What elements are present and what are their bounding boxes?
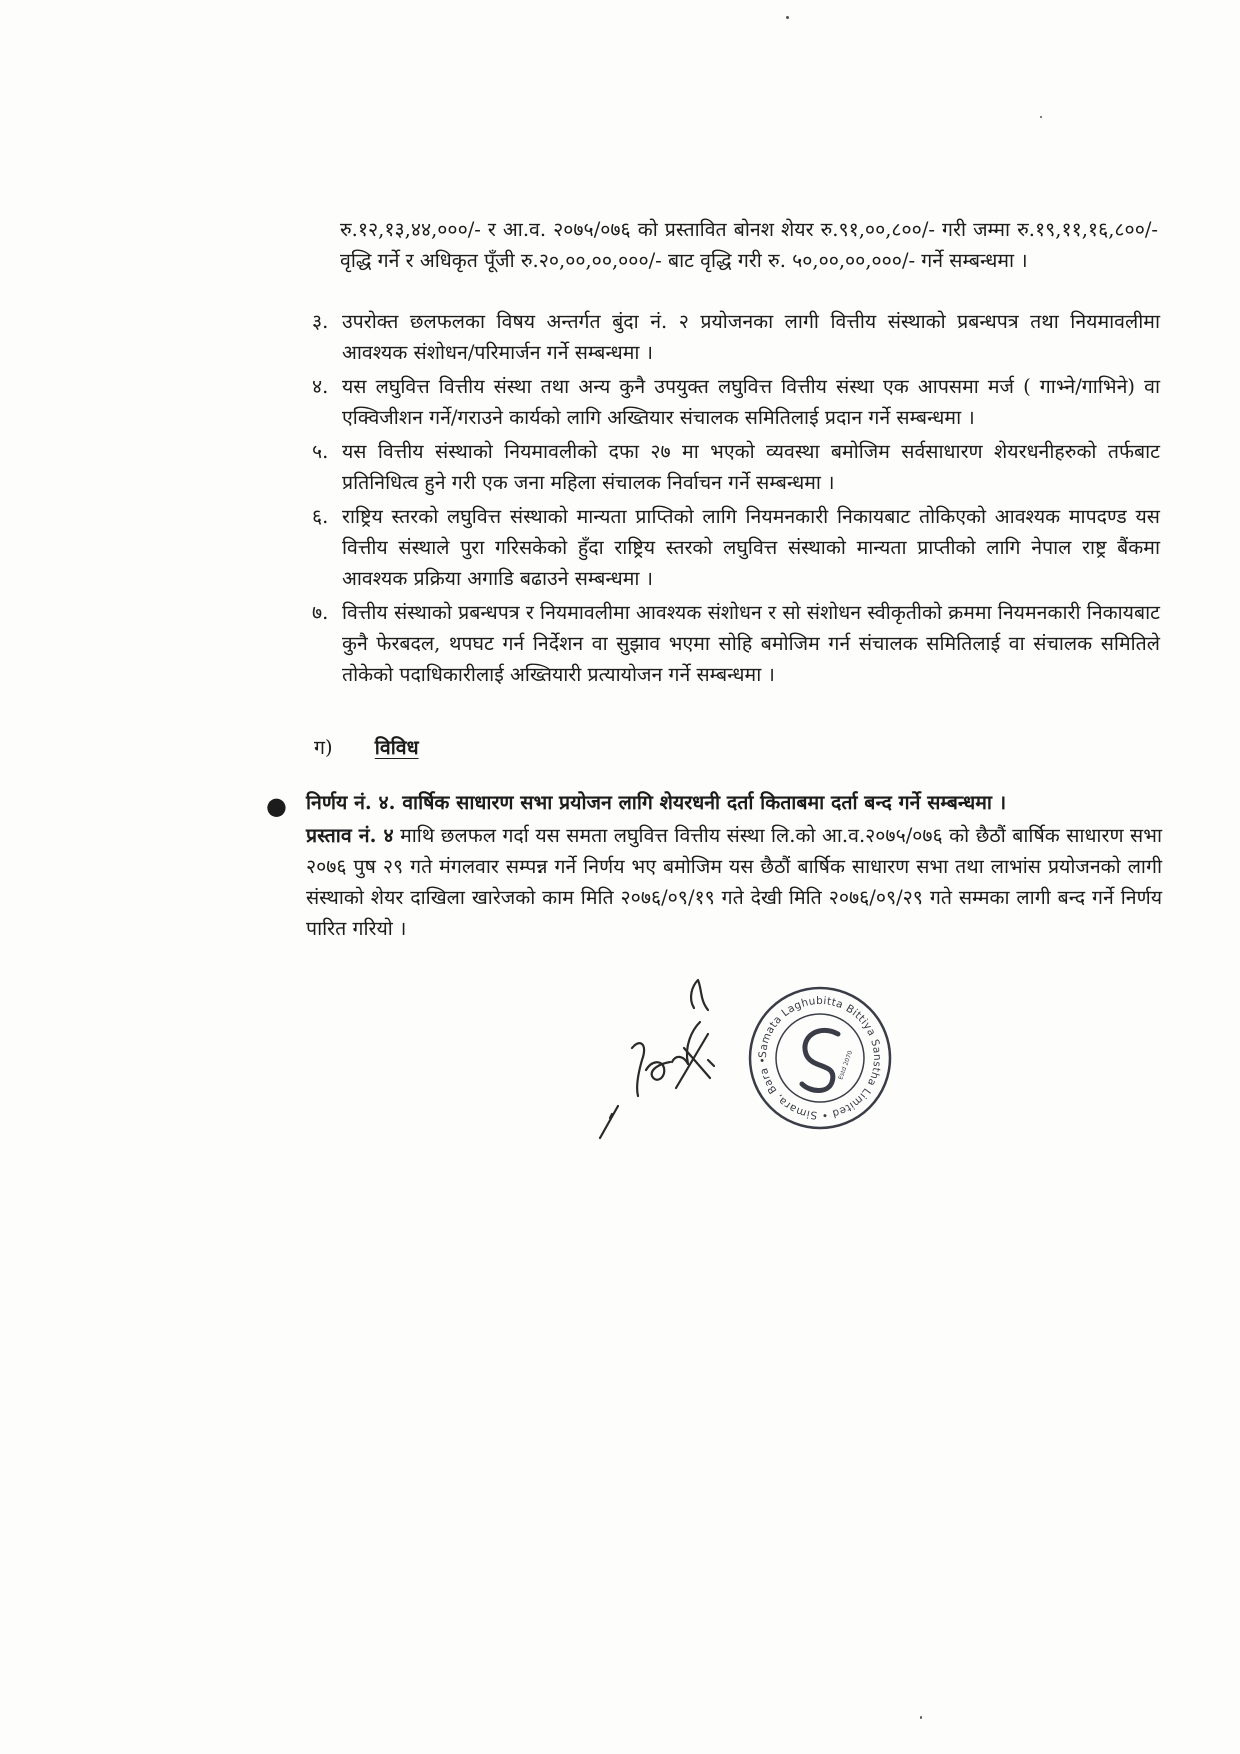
decision-paragraph xyxy=(306,820,1162,944)
bullet-icon: ● xyxy=(266,792,287,820)
scan-speck xyxy=(786,16,789,19)
intro-paragraph: रु.१२,१३,४४,०००/- र आ.व. २०७५/०७६ को प्रस्तावित बोनश शेयर रु.९१,००,८००/- गरी जम्मा रु.१९,११,१६,८००/- वृद्धि गर्ने र अधिकृत पूँजी रु.२०,००,००,०००/- बाट वृद्धि गरी रु. ५०,००,००,०००/- गर्ने सम्बन्धमा । xyxy=(340,218,1158,272)
scan-speck xyxy=(1040,116,1042,118)
item-text: वित्तीय संस्थाको प्रबन्धपत्र र नियमावलीमा आवश्यक संशोधन र सो संशोधन स्वीकृतीको क्रममा नियमनकारी निकायबाट कुनै फेरबदल, थपघट गर्न निर्देशन वा सुझाव भएमा सोहि बमोजिम गर्न संचालक समितिलाई वा संचालक समितिले तोकेको पदाधिकारीलाई अख्तियारी प्रत्यायोजन गर्ने सम्बन्धमा । xyxy=(342,601,1160,686)
list-item xyxy=(300,501,1160,594)
item-number: ४. xyxy=(312,375,329,398)
item-number: ७. xyxy=(312,601,329,624)
seal-center-text: Estd 2070 xyxy=(837,1049,855,1081)
item-text: यस वित्तीय संस्थाको नियमावलीको दफा २७ मा भएको व्यवस्था बमोजिम सर्वसाधारण शेयरधनीहरुको तर्फबाट प्रतिनिधित्व हुने गरी एक जना महिला संचालक निर्वाचन गर्ने सम्बन्धमा । xyxy=(342,440,1160,494)
list-item xyxy=(300,306,1160,368)
item-text: यस लघुवित्त वित्तीय संस्था तथा अन्य कुनै उपयुक्त लघुवित्त वित्तीय संस्था एक आपसमा मर्ज ( गाभ्ने/गाभिने) वा एक्विजीशन गर्ने/गराउने कार्यको लागि अख्तियार संचालक समितिलाई प्रदान गर्ने सम्बन्धमा । xyxy=(342,375,1160,429)
company-seal-icon xyxy=(746,984,894,1132)
scan-speck xyxy=(920,1716,922,1719)
decision-heading: निर्णय नं. ४. वार्षिक साधारण सभा प्रयोजन लागि शेयरधनी दर्ता किताबमा दर्ता बन्द गर्ने सम्बन्धमा । xyxy=(306,791,1007,814)
list-item xyxy=(300,436,1160,498)
misc-label: विविध xyxy=(374,736,419,759)
item-text: उपरोक्त छलफलका विषय अन्तर्गत बुंदा नं. २ प्रयोजनका लागी वित्तीय संस्थाको प्रबन्धपत्र तथा नियमावलीमा आवश्यक संशोधन/परिमार्जन गर्ने सम्बन्धमा । xyxy=(342,310,1160,364)
item-text: राष्ट्रिय स्तरको लघुवित्त संस्थाको मान्यता प्राप्तिको लागि नियमनकारी निकायबाट तोकिएको आवश्यक मापदण्ड यस वित्तीय संस्थाले पुरा गरिसकेको हुँदा राष्ट्रिय स्तरको लघुवित्त संस्थाको मान्यता प्राप्तीको लागि नेपाल राष्ट्र बैंकमा आवश्यक प्रक्रिया अगाडि बढाउने सम्बन्धमा । xyxy=(342,505,1160,590)
signature-icon xyxy=(580,968,760,1148)
item-number: ६. xyxy=(312,505,329,528)
seal-ring-text: Samata Laghubitta Bittiya Sanstha Limited • Simara, Bara • xyxy=(756,994,884,1122)
misc-section xyxy=(314,732,419,763)
item-number: ३. xyxy=(312,310,329,333)
decision-text: माथि छलफल गर्दा यस समता लघुवित्त वित्तीय संस्था लि.को आ.व.२०७५/०७६ को छैठौं बार्षिक साधारण सभा २०७६ पुष २९ गते मंगलवार सम्पन्न गर्ने निर्णय भए बमोजिम यस छैठौं बार्षिक साधारण सभा तथा लाभांस प्रयोजनको लागी संस्थाको शेयर दाखिला खारेजको काम मिति २०७६/०९/१९ गते देखी मिति २०७६/०९/२९ गते सम्मका लागी बन्द गर्ने निर्णय पारित गरियो । xyxy=(306,824,1162,940)
item-number: ५. xyxy=(312,440,329,463)
misc-marker: ग) xyxy=(314,736,333,759)
decision-lead: प्रस्ताव नं. ४ xyxy=(306,824,394,847)
list-item xyxy=(300,597,1160,690)
list-item xyxy=(300,371,1160,433)
agenda-list xyxy=(300,306,1160,693)
